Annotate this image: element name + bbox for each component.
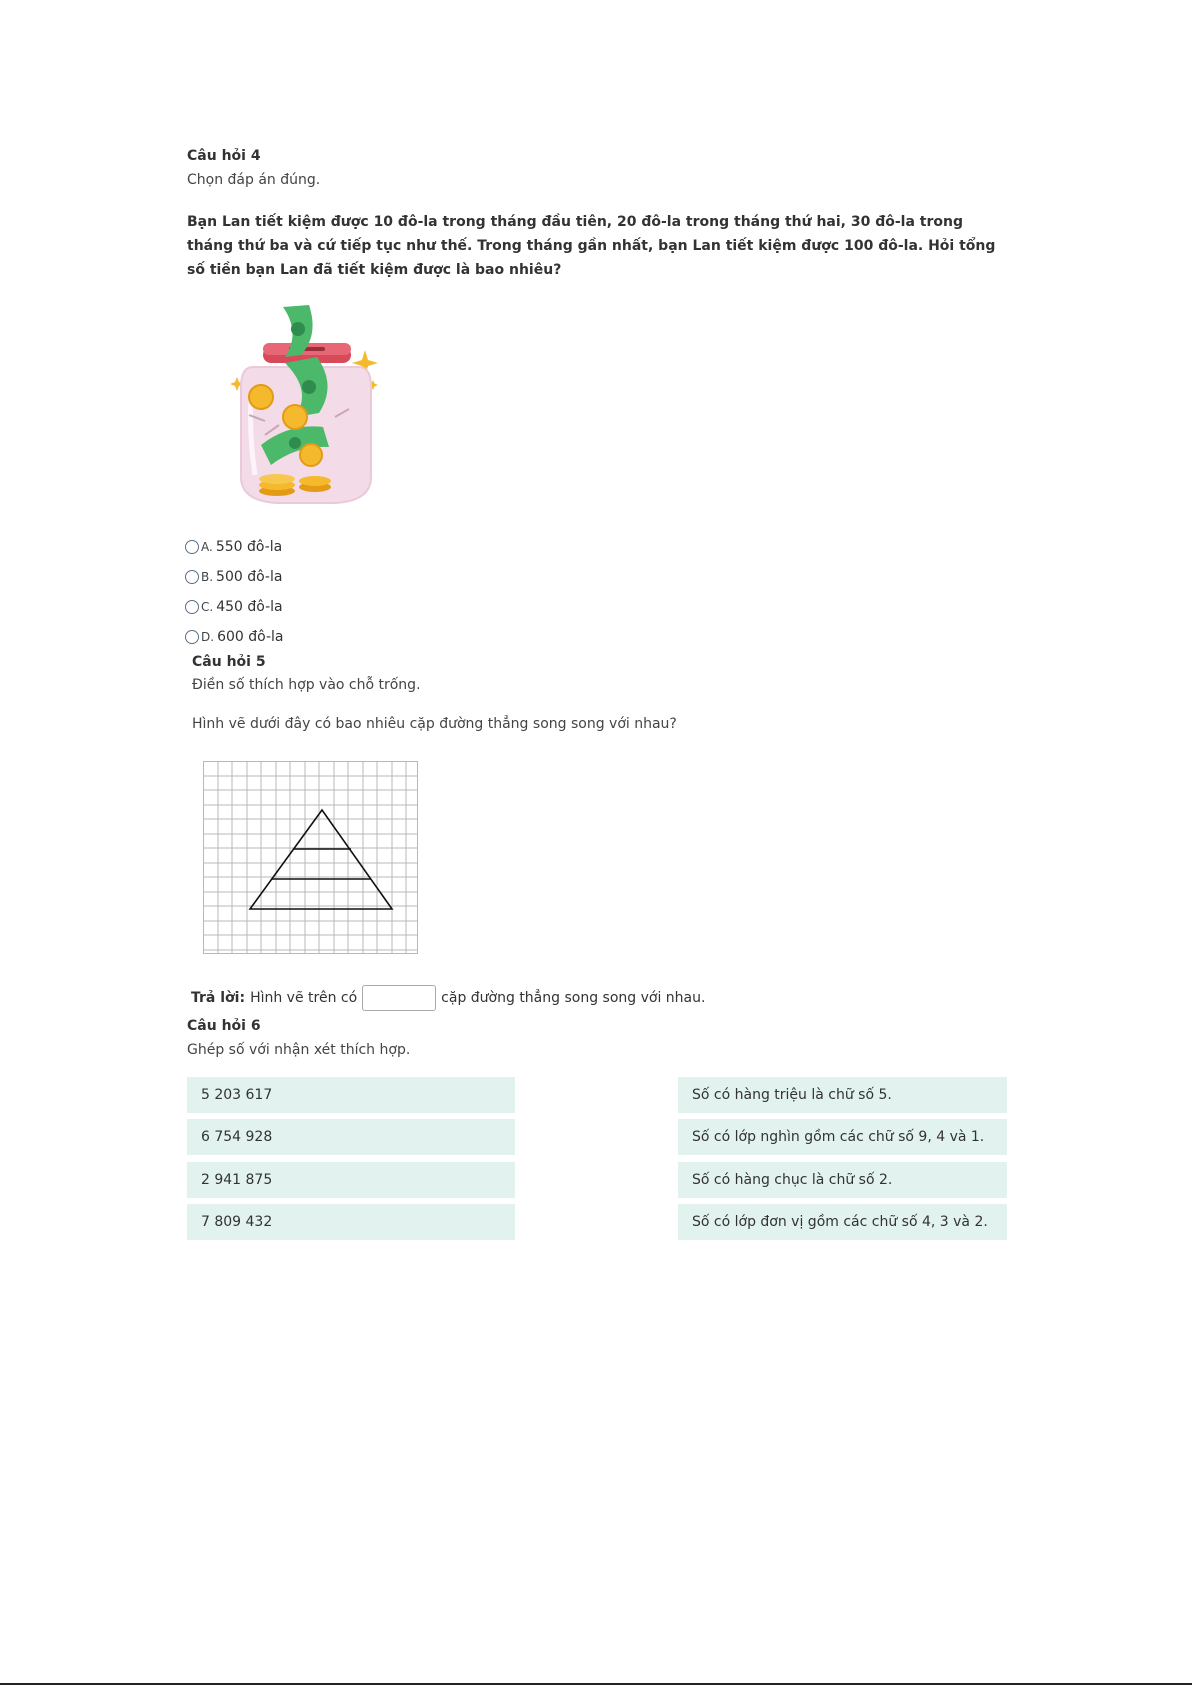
- option-letter: D.: [201, 630, 215, 644]
- match-right-item[interactable]: Số có lớp nghìn gồm các chữ số 9, 4 và 1.: [678, 1119, 1007, 1155]
- q6-title: Câu hỏi 6: [187, 1018, 261, 1034]
- q4-option-a[interactable]: [185, 537, 282, 557]
- q4-instruction: Chọn đáp án đúng.: [187, 172, 321, 188]
- match-left-item[interactable]: 5 203 617: [187, 1077, 515, 1113]
- match-right-item[interactable]: Số có hàng triệu là chữ số 5.: [678, 1077, 1007, 1113]
- q4-option-d[interactable]: [185, 627, 283, 647]
- answer-label: Trả lời:: [191, 990, 246, 1006]
- q5-title: Câu hỏi 5: [192, 654, 266, 670]
- radio-icon[interactable]: [185, 540, 199, 554]
- match-right-item[interactable]: Số có hàng chục là chữ số 2.: [678, 1162, 1007, 1198]
- answer-input[interactable]: [362, 985, 436, 1011]
- option-text: 500 đô-la: [216, 569, 283, 585]
- q4-option-c[interactable]: [185, 597, 283, 617]
- option-letter: C.: [201, 600, 214, 614]
- radio-icon[interactable]: [185, 600, 199, 614]
- radio-icon[interactable]: [185, 570, 199, 584]
- q5-question-text: Hình vẽ dưới đây có bao nhiêu cặp đường thẳng song song với nhau?: [192, 716, 677, 732]
- q5-instruction: Điền số thích hợp vào chỗ trống.: [192, 677, 421, 693]
- answer-prefix: Hình vẽ trên có: [250, 990, 358, 1006]
- parallel-lines-figure: [203, 761, 418, 954]
- q6-instruction: Ghép số với nhận xét thích hợp.: [187, 1042, 411, 1058]
- match-left-item[interactable]: 7 809 432: [187, 1204, 515, 1240]
- money-jar-icon: [225, 305, 385, 505]
- q4-title: Câu hỏi 4: [187, 148, 261, 164]
- q4-question-text: Bạn Lan tiết kiệm được 10 đô-la trong tháng đầu tiên, 20 đô-la trong tháng thứ hai, 30 đô-la trong tháng thứ ba và cứ tiếp tục như thế. Trong tháng gần nhất, bạn Lan tiết kiệm được 100 đô-la. Hỏi tổng số tiền bạn Lan đã tiết kiệm được là bao nhiêu?: [187, 214, 996, 278]
- q4-option-b[interactable]: [185, 567, 282, 587]
- match-left-item[interactable]: 6 754 928: [187, 1119, 515, 1155]
- q5-answer-row: [191, 985, 705, 1011]
- answer-suffix: cặp đường thẳng song song với nhau.: [441, 990, 706, 1006]
- match-left-item[interactable]: 2 941 875: [187, 1162, 515, 1198]
- option-text: 600 đô-la: [217, 629, 284, 645]
- option-letter: B.: [201, 570, 214, 584]
- match-right-item[interactable]: Số có lớp đơn vị gồm các chữ số 4, 3 và 2.: [678, 1204, 1007, 1240]
- option-text: 450 đô-la: [216, 599, 283, 615]
- option-text: 550 đô-la: [215, 539, 283, 555]
- option-letter: A.: [201, 540, 213, 554]
- radio-icon[interactable]: [185, 630, 199, 644]
